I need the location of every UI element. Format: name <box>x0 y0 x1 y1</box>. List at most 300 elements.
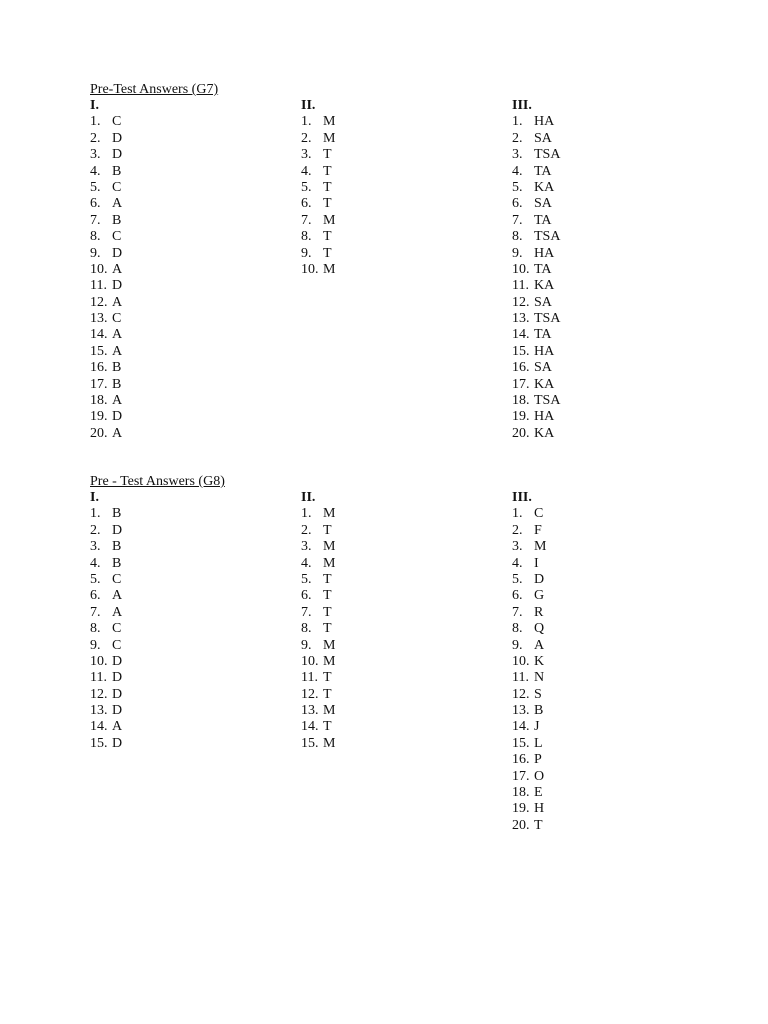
answer-value: SA <box>534 360 552 376</box>
answer-value: T <box>323 163 332 179</box>
answer-item <box>90 621 230 637</box>
answer-value: D <box>112 522 123 538</box>
answer-item <box>512 818 652 834</box>
answer-number: 5. <box>512 179 523 195</box>
answer-column-iii <box>512 490 652 834</box>
answer-number: 16. <box>90 360 108 376</box>
answer-number: 18. <box>512 785 530 801</box>
answer-value: C <box>112 179 122 195</box>
answer-number: 7. <box>512 212 523 228</box>
answer-value: T <box>323 686 332 702</box>
answer-value: T <box>323 670 332 686</box>
answer-number: 1. <box>90 506 101 522</box>
answer-item <box>90 327 230 343</box>
answer-item <box>512 638 652 654</box>
answer-number: 15. <box>301 735 319 751</box>
answer-value: A <box>112 425 123 441</box>
answer-item <box>90 687 230 703</box>
answer-number: 8. <box>512 621 523 637</box>
answer-value: TA <box>534 212 552 228</box>
answer-item <box>512 523 652 539</box>
answer-number: 4. <box>512 555 523 571</box>
answer-item <box>512 785 652 801</box>
answer-value: TA <box>534 327 552 343</box>
answer-number: 10. <box>512 261 530 277</box>
column-heading: III. <box>512 98 532 113</box>
answer-number: 1. <box>301 114 312 130</box>
answer-item <box>301 164 441 180</box>
answer-value: A <box>112 294 123 310</box>
answer-value: T <box>323 604 332 620</box>
answer-number: 17. <box>512 768 530 784</box>
answer-item <box>90 344 230 360</box>
answer-item <box>90 278 230 294</box>
answer-number: 19. <box>90 409 108 425</box>
answer-number: 1. <box>512 506 523 522</box>
answer-item <box>90 670 230 686</box>
answer-item <box>512 736 652 752</box>
answer-value: L <box>534 735 543 751</box>
answer-value: A <box>112 343 123 359</box>
answer-column-ii <box>301 490 441 752</box>
answer-value: TSA <box>534 311 561 327</box>
answer-item <box>301 539 441 555</box>
answer-number: 13. <box>90 311 108 327</box>
answer-item <box>90 506 230 522</box>
answer-value: C <box>112 571 122 587</box>
answer-value: O <box>534 768 545 784</box>
answer-value: HA <box>534 343 555 359</box>
answer-item <box>90 262 230 278</box>
answer-value: B <box>112 539 122 555</box>
answer-number: 18. <box>512 393 530 409</box>
answer-item <box>90 377 230 393</box>
answer-item <box>512 703 652 719</box>
answer-value: TSA <box>534 229 561 245</box>
column-heading: III. <box>512 490 532 505</box>
answer-value: D <box>112 245 123 261</box>
answer-item <box>512 539 652 555</box>
column-heading: I. <box>90 98 99 113</box>
answer-number: 6. <box>512 196 523 212</box>
answer-value: KA <box>534 278 555 294</box>
answer-number: 3. <box>512 147 523 163</box>
answer-item <box>90 360 230 376</box>
answer-value: M <box>323 555 336 571</box>
answer-item <box>90 556 230 572</box>
answer-number: 19. <box>512 409 530 425</box>
answer-value: TA <box>534 261 552 277</box>
answer-number: 4. <box>301 163 312 179</box>
answer-item <box>301 131 441 147</box>
answer-number: 5. <box>301 179 312 195</box>
answer-number: 11. <box>90 670 107 686</box>
answer-item <box>301 687 441 703</box>
answer-value: D <box>112 653 123 669</box>
answer-item <box>301 719 441 735</box>
answer-number: 13. <box>301 703 319 719</box>
answer-number: 9. <box>512 245 523 261</box>
answer-number: 10. <box>512 653 530 669</box>
answer-item <box>301 213 441 229</box>
answer-value: M <box>323 114 336 130</box>
answer-value: SA <box>534 196 552 212</box>
answer-item <box>512 131 652 147</box>
answer-number: 10. <box>301 653 319 669</box>
answer-number: 4. <box>90 163 101 179</box>
answer-value: D <box>112 735 123 751</box>
answer-value: B <box>112 163 122 179</box>
answer-number: 15. <box>512 735 530 751</box>
answer-value: A <box>534 637 545 653</box>
answer-item <box>90 213 230 229</box>
answer-item <box>512 752 652 768</box>
answer-item <box>301 180 441 196</box>
answer-item <box>512 556 652 572</box>
answer-item <box>512 572 652 588</box>
answer-number: 3. <box>512 539 523 555</box>
answer-item <box>301 246 441 262</box>
answer-number: 6. <box>301 196 312 212</box>
answer-item <box>301 147 441 163</box>
answer-number: 9. <box>90 245 101 261</box>
answer-number: 10. <box>90 653 108 669</box>
answer-number: 19. <box>512 801 530 817</box>
answer-number: 3. <box>301 539 312 555</box>
answer-column-i <box>90 98 230 442</box>
answer-value: N <box>534 670 545 686</box>
answer-value: B <box>112 360 122 376</box>
answer-item <box>301 572 441 588</box>
answer-item <box>90 393 230 409</box>
answer-item <box>512 295 652 311</box>
answer-number: 12. <box>90 686 108 702</box>
answer-item <box>512 180 652 196</box>
answer-column-iii <box>512 98 652 442</box>
answer-item <box>90 654 230 670</box>
answer-number: 3. <box>90 147 101 163</box>
answer-number: 7. <box>301 604 312 620</box>
answer-value: M <box>323 130 336 146</box>
answer-number: 6. <box>301 588 312 604</box>
answer-item <box>512 605 652 621</box>
answer-value: D <box>112 703 123 719</box>
answer-number: 7. <box>90 212 101 228</box>
answer-number: 2. <box>512 130 523 146</box>
answer-number: 5. <box>90 571 101 587</box>
answer-number: 8. <box>301 621 312 637</box>
answer-number: 12. <box>512 294 530 310</box>
answer-number: 17. <box>90 376 108 392</box>
answer-value: M <box>323 261 336 277</box>
answer-item <box>301 605 441 621</box>
answer-item <box>512 377 652 393</box>
answer-value: T <box>323 196 332 212</box>
column-heading: II. <box>301 490 316 505</box>
answer-item <box>512 719 652 735</box>
answer-value: KA <box>534 376 555 392</box>
answer-value: G <box>534 588 545 604</box>
answer-item <box>512 114 652 130</box>
answer-value: H <box>534 801 545 817</box>
answer-value: M <box>323 653 336 669</box>
answer-value: F <box>534 522 542 538</box>
answer-number: 11. <box>90 278 107 294</box>
answer-value: T <box>323 588 332 604</box>
answer-number: 13. <box>512 311 530 327</box>
answer-value: A <box>112 588 123 604</box>
answer-item <box>90 588 230 604</box>
answer-value: C <box>112 621 122 637</box>
answer-value: B <box>112 376 122 392</box>
answer-item <box>90 703 230 719</box>
answer-number: 8. <box>301 229 312 245</box>
answer-item <box>512 147 652 163</box>
answer-value: D <box>112 278 123 294</box>
answer-item <box>90 196 230 212</box>
answer-number: 11. <box>301 670 318 686</box>
answer-item <box>512 654 652 670</box>
answer-number: 1. <box>301 506 312 522</box>
answer-columns <box>90 98 710 458</box>
answer-item <box>512 801 652 817</box>
answer-number: 10. <box>301 261 319 277</box>
answer-value: T <box>534 817 543 833</box>
answer-item <box>90 131 230 147</box>
answer-item <box>512 588 652 604</box>
answer-item <box>90 523 230 539</box>
answer-value: A <box>112 393 123 409</box>
answer-item <box>90 572 230 588</box>
answer-value: D <box>112 686 123 702</box>
column-heading: I. <box>90 490 99 505</box>
answer-value: TA <box>534 163 552 179</box>
answer-item <box>90 147 230 163</box>
answer-value: I <box>534 555 539 571</box>
answer-number: 15. <box>90 735 108 751</box>
answer-value: T <box>323 229 332 245</box>
section-title: Pre-Test Answers (G7) <box>90 82 219 97</box>
answer-value: A <box>112 604 123 620</box>
answer-value: B <box>112 506 122 522</box>
answer-value: A <box>112 719 123 735</box>
answer-item <box>90 180 230 196</box>
answer-item <box>90 295 230 311</box>
answer-value: T <box>323 179 332 195</box>
answer-value: D <box>112 409 123 425</box>
answer-value: J <box>534 719 540 735</box>
answer-item <box>301 196 441 212</box>
answer-value: SA <box>534 294 552 310</box>
answer-item <box>301 736 441 752</box>
answer-item <box>301 556 441 572</box>
answer-value: Q <box>534 621 545 637</box>
answer-value: P <box>534 752 542 768</box>
answer-value: D <box>112 670 123 686</box>
answer-value: M <box>323 506 336 522</box>
answer-number: 12. <box>512 686 530 702</box>
answer-item <box>512 213 652 229</box>
answer-value: HA <box>534 114 555 130</box>
answer-number: 14. <box>512 327 530 343</box>
answer-item <box>90 246 230 262</box>
answer-item <box>512 621 652 637</box>
answer-item <box>90 539 230 555</box>
answer-number: 6. <box>512 588 523 604</box>
answer-number: 14. <box>90 327 108 343</box>
answer-item <box>512 769 652 785</box>
answer-value: T <box>323 719 332 735</box>
answer-value: C <box>112 311 122 327</box>
section-title: Pre - Test Answers (G8) <box>90 474 225 489</box>
answer-number: 14. <box>90 719 108 735</box>
answer-number: 4. <box>90 555 101 571</box>
answer-item <box>301 229 441 245</box>
answer-number: 11. <box>512 670 529 686</box>
answer-value: A <box>112 261 123 277</box>
answer-item <box>512 229 652 245</box>
answer-number: 20. <box>512 817 530 833</box>
answer-value: M <box>323 539 336 555</box>
answer-number: 3. <box>90 539 101 555</box>
answer-section-g8 <box>90 474 710 850</box>
answer-number: 2. <box>512 522 523 538</box>
answer-value: TSA <box>534 393 561 409</box>
answer-item <box>512 164 652 180</box>
answer-item <box>512 344 652 360</box>
answer-number: 12. <box>90 294 108 310</box>
answer-item <box>301 523 441 539</box>
answer-item <box>90 605 230 621</box>
answer-item <box>90 229 230 245</box>
answer-value: B <box>534 703 544 719</box>
answer-item <box>90 409 230 425</box>
answer-number: 5. <box>301 571 312 587</box>
answer-number: 11. <box>512 278 529 294</box>
answer-value: S <box>534 686 542 702</box>
answer-value: M <box>323 703 336 719</box>
answer-number: 6. <box>90 196 101 212</box>
answer-item <box>301 638 441 654</box>
answer-item <box>90 736 230 752</box>
answer-item <box>512 278 652 294</box>
answer-item <box>512 393 652 409</box>
answer-item <box>90 114 230 130</box>
answer-value: M <box>323 212 336 228</box>
answer-value: D <box>112 147 123 163</box>
answer-number: 18. <box>90 393 108 409</box>
answer-columns <box>90 490 710 850</box>
answer-value: C <box>534 506 544 522</box>
answer-value: B <box>112 555 122 571</box>
answer-item <box>512 409 652 425</box>
answer-number: 20. <box>512 425 530 441</box>
answer-column-i <box>90 490 230 752</box>
answer-number: 3. <box>301 147 312 163</box>
answer-number: 14. <box>512 719 530 735</box>
answer-number: 1. <box>512 114 523 130</box>
answer-value: D <box>112 130 123 146</box>
answer-number: 14. <box>301 719 319 735</box>
answer-item <box>301 506 441 522</box>
column-heading: II. <box>301 98 316 113</box>
answer-number: 16. <box>512 752 530 768</box>
answer-number: 7. <box>301 212 312 228</box>
answer-number: 5. <box>90 179 101 195</box>
answer-number: 8. <box>90 229 101 245</box>
answer-item <box>90 426 230 442</box>
answer-number: 9. <box>512 637 523 653</box>
answer-item <box>301 262 441 278</box>
answer-item <box>301 703 441 719</box>
answer-value: A <box>112 327 123 343</box>
answer-value: SA <box>534 130 552 146</box>
answer-value: T <box>323 147 332 163</box>
answer-number: 12. <box>301 686 319 702</box>
answer-number: 1. <box>90 114 101 130</box>
answer-value: HA <box>534 409 555 425</box>
answer-item <box>90 164 230 180</box>
answer-value: T <box>323 522 332 538</box>
answer-value: T <box>323 621 332 637</box>
answer-value: TSA <box>534 147 561 163</box>
answer-column-ii <box>301 98 441 278</box>
answer-number: 2. <box>301 130 312 146</box>
answer-item <box>512 262 652 278</box>
answer-number: 7. <box>512 604 523 620</box>
answer-number: 9. <box>301 245 312 261</box>
answer-item <box>512 687 652 703</box>
answer-item <box>512 506 652 522</box>
answer-value: D <box>534 571 545 587</box>
answer-value: T <box>323 571 332 587</box>
answer-number: 7. <box>90 604 101 620</box>
answer-number: 16. <box>512 360 530 376</box>
answer-value: M <box>323 735 336 751</box>
answer-number: 15. <box>90 343 108 359</box>
answer-number: 8. <box>90 621 101 637</box>
answer-value: E <box>534 785 543 801</box>
answer-item <box>301 621 441 637</box>
answer-item <box>512 246 652 262</box>
answer-number: 17. <box>512 376 530 392</box>
answer-item <box>90 719 230 735</box>
answer-number: 6. <box>90 588 101 604</box>
answer-value: T <box>323 245 332 261</box>
answer-number: 20. <box>90 425 108 441</box>
answer-item <box>512 670 652 686</box>
answer-number: 9. <box>90 637 101 653</box>
answer-value: C <box>112 229 122 245</box>
answer-number: 4. <box>301 555 312 571</box>
answer-value: A <box>112 196 123 212</box>
answer-number: 9. <box>301 637 312 653</box>
answer-value: C <box>112 114 122 130</box>
answer-value: M <box>323 637 336 653</box>
answer-item <box>301 588 441 604</box>
answer-item <box>90 638 230 654</box>
answer-number: 4. <box>512 163 523 179</box>
answer-number: 2. <box>90 522 101 538</box>
answer-item <box>301 654 441 670</box>
answer-number: 8. <box>512 229 523 245</box>
answer-value: KA <box>534 179 555 195</box>
answer-number: 13. <box>90 703 108 719</box>
answer-item <box>512 327 652 343</box>
answer-item <box>301 670 441 686</box>
answer-value: M <box>534 539 547 555</box>
answer-value: C <box>112 637 122 653</box>
